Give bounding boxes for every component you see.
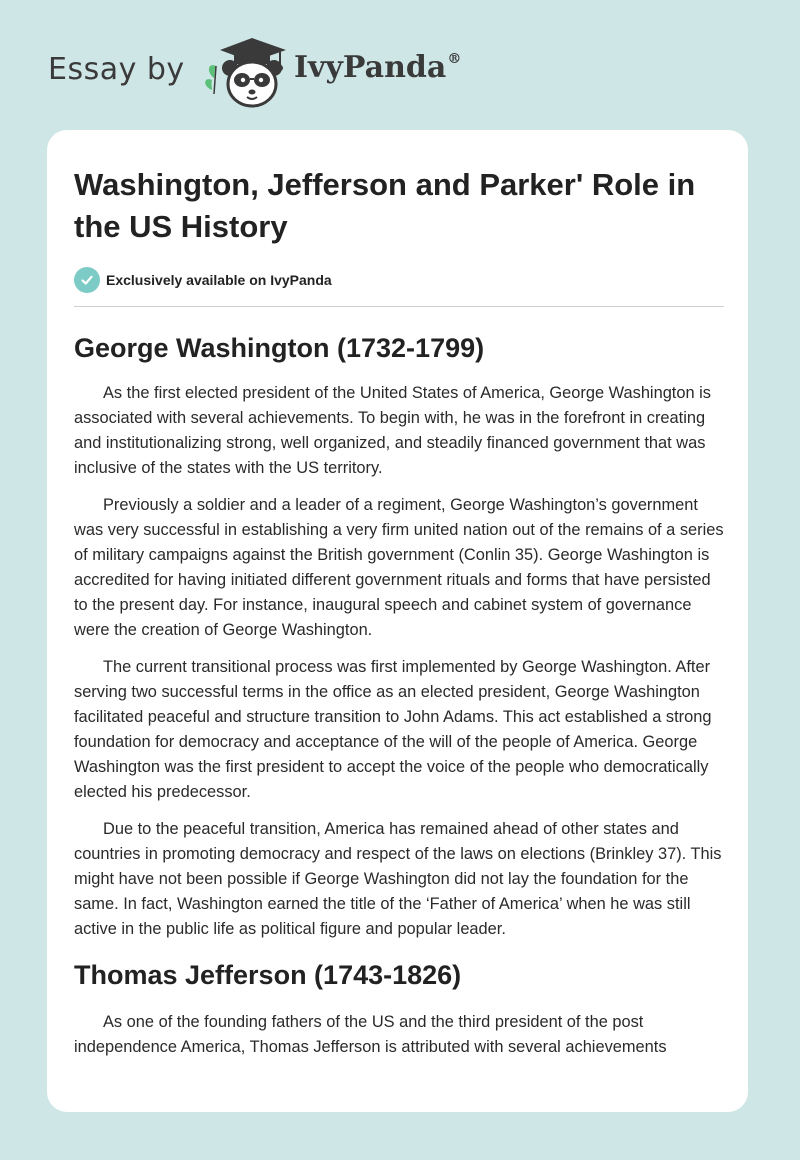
section-heading-washington: George Washington (1732-1799) [74,333,485,363]
badge-text: Exclusively available on IvyPanda [106,272,332,288]
page-title: Washington, Jefferson and Parker' Role in the US History [74,167,696,244]
check-icon-glyph [80,273,94,287]
essay-content [74,164,724,1072]
brand-name[interactable] [294,50,461,85]
essay-by-label: Essay by [48,52,185,87]
paragraph: The current transitional process was first implemented by George Washington. After serving two successful terms in the office as an elected president, George Washington facilitated peaceful and structure transition to John Adams. This act established a strong foundation for democracy and acceptance of the will of the people of America. George Washington was the first president to accept the voice of the people who democratically elected his predecessor. [74,658,712,801]
registered-mark: ® [447,51,462,67]
check-icon [74,267,100,293]
title-divider [74,306,724,307]
panda-logo-graphic [200,32,296,112]
essay-card [47,130,748,1112]
paragraph: As the first elected president of the United States of America, George Washington is associated with several achievements. To begin with, he was in the forefront in creating and institutionalizing strong, well organized, and steadily financed government that was inclusive of the states with the US territory. [74,384,711,477]
paragraph: As one of the founding fathers of the US and the third president of the post independence America, Thomas Jefferson is attributed with several achievements [74,1013,667,1056]
site-header [48,30,508,116]
panda-graduate-logo-icon[interactable] [200,32,296,112]
brand-name-text: IvyPanda [294,50,447,85]
exclusive-badge [74,266,724,294]
paragraph: Previously a soldier and a leader of a regiment, George Washington’s government was very successful in establishing a very firm united nation out of the remains of a series of military campaigns against the British government (Conlin 35). George Washington is accredited for having initiated different government rituals and forms that have persisted to the present day. For instance, inaugural speech and cabinet system of governance were the creation of George Washington. [74,496,724,639]
section-heading-jefferson: Thomas Jefferson (1743-1826) [74,960,462,990]
paragraph: Due to the peaceful transition, America has remained ahead of other states and countries in promoting democracy and respect of the laws on elections (Brinkley 37). This might have not been possible if George Washington did not lay the foundation for the same. In fact, Washington earned the title of the ‘Father of America’ when he was still active in the public life as political figure and popular leader. [74,820,722,938]
